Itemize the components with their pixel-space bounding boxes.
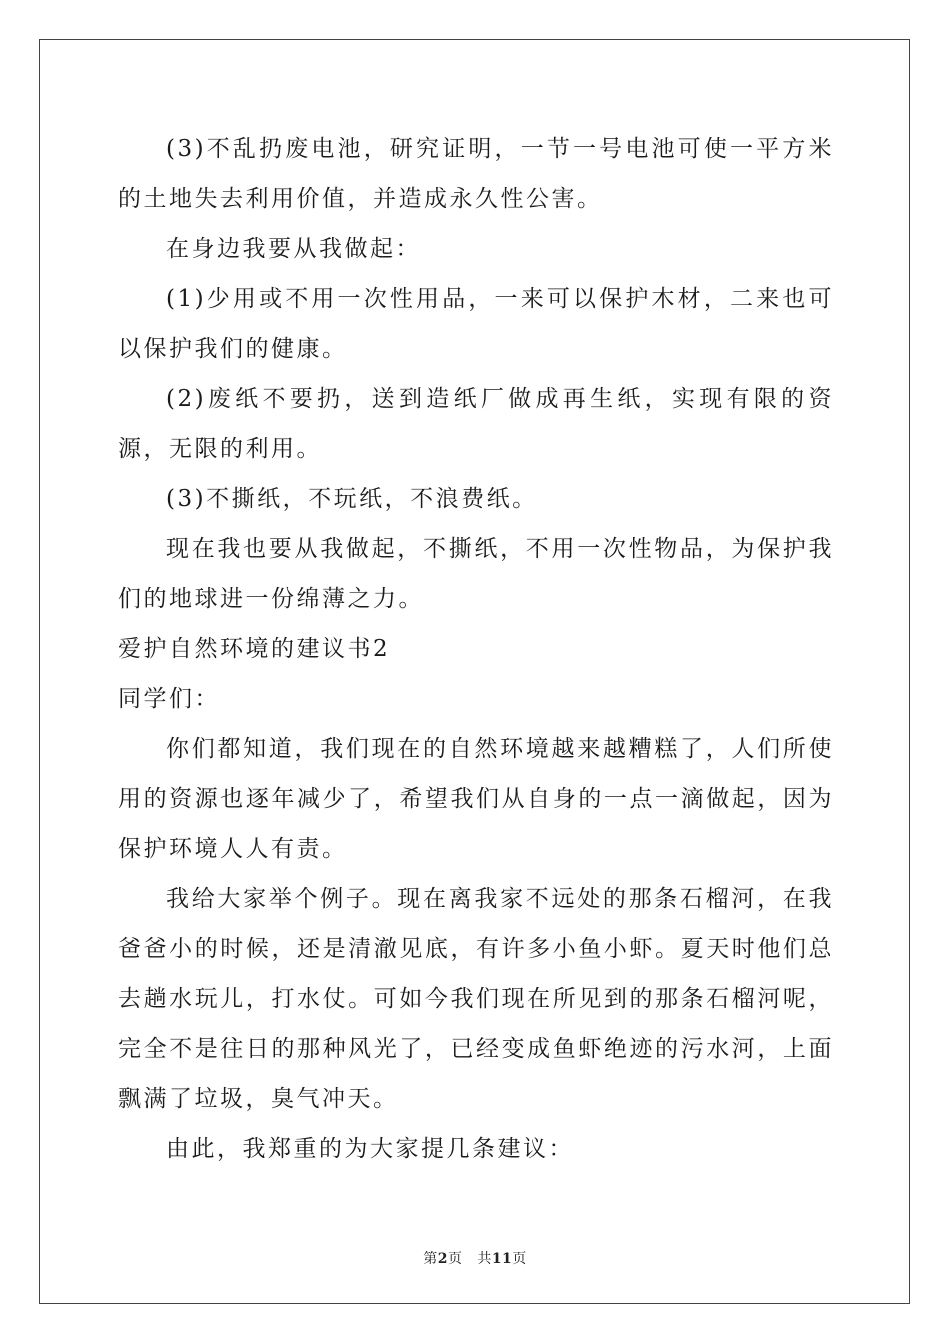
paragraph: 我给大家举个例子。现在离我家不远处的那条石榴河，在我爸爸小的时候，还是清澈见底，有许多小鱼小虾。夏天时他们总去趟水玩儿，打水仗。可如今我们现在所见到的那条石榴河呢，完全不是往日的那种风光了，已经变成鱼虾绝迹的污水河，上面飘满了垃圾，臭气冲天。	[118, 886, 834, 1112]
paragraph: 在身边我要从我做起：	[166, 236, 421, 262]
page-total: 11	[491, 1251, 513, 1267]
section-heading: 爱护自然环境的建议书2	[118, 636, 391, 662]
salutation: 同学们：	[118, 686, 220, 712]
total-suffix: 页	[512, 1251, 527, 1267]
page-suffix: 页	[447, 1251, 463, 1267]
paragraph: (3)不撕纸，不玩纸，不浪费纸。	[166, 486, 538, 512]
paragraph: 你们都知道，我们现在的自然环境越来越糟糕了，人们所使用的资源也逐年减少了，希望我们从自身的一点一滴做起，因为保护环境人人有责。	[118, 736, 834, 862]
paragraph: (2)废纸不要扔，送到造纸厂做成再生纸，实现有限的资源，无限的利用。	[118, 386, 834, 462]
page-current: 2	[437, 1251, 448, 1267]
paragraph: (1)少用或不用一次性用品，一来可以保护木材，二来也可以保护我们的健康。	[118, 286, 834, 362]
page-prefix: 第	[423, 1251, 438, 1267]
total-prefix: 共	[477, 1251, 492, 1267]
paragraph: 由此，我郑重的为大家提几条建议：	[166, 1136, 574, 1162]
paragraph: 现在我也要从我做起，不撕纸，不用一次性物品，为保护我们的地球进一份绵薄之力。	[118, 536, 834, 612]
paragraph: (3)不乱扔废电池，研究证明，一节一号电池可使一平方米的土地失去利用价值，并造成永久性公害。	[118, 136, 834, 212]
page-footer	[0, 1248, 950, 1268]
document-body	[118, 124, 834, 1174]
